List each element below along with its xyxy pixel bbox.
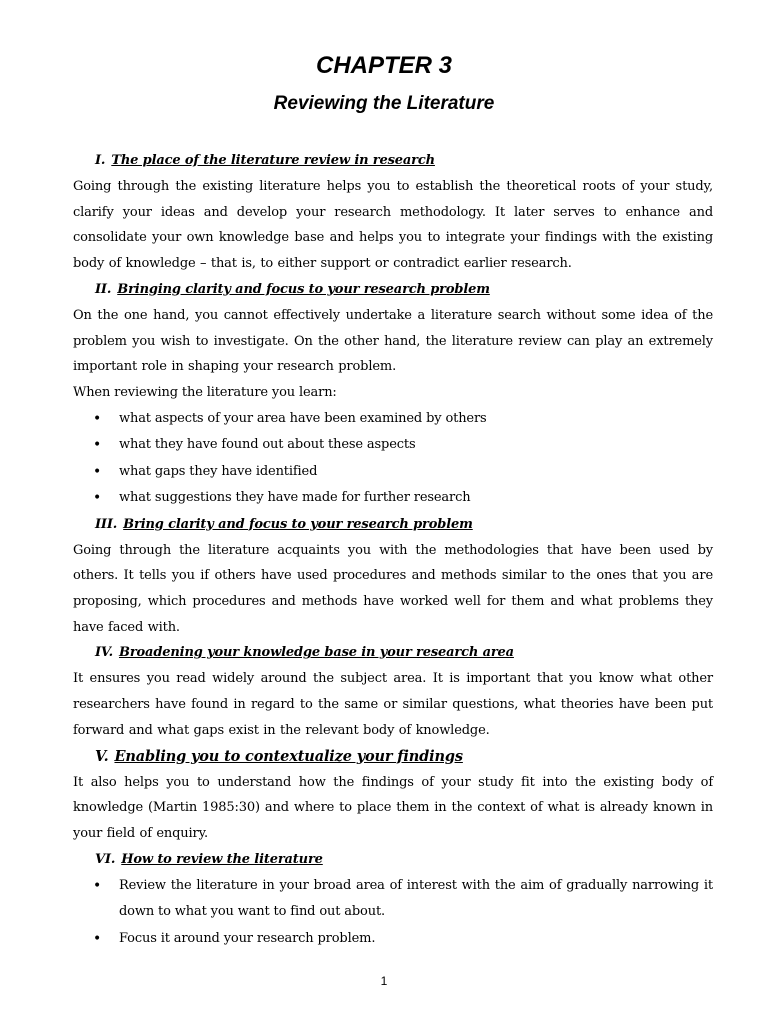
- list-item: [73, 406, 713, 433]
- list-item-text: what aspects of your area have been examined by others: [119, 410, 487, 426]
- section-title: Enabling you to contextualize your findings: [114, 747, 463, 765]
- section-heading-5: [95, 744, 713, 770]
- section-title: The place of the literature review in research: [111, 153, 435, 168]
- bullet-icon: •: [93, 437, 102, 454]
- section-title: Bringing clarity and focus to your research problem: [117, 281, 490, 297]
- bullet-list: [73, 406, 713, 512]
- section-paragraph: It also helps you to understand how the findings of your study fit into the existing body of knowledge (Martin 1985:30) and where to place them in the context of what is already known in your field of enquiry.: [73, 774, 713, 841]
- bullet-icon: •: [93, 410, 102, 427]
- section-number: II.: [95, 281, 112, 297]
- section-paragraph: It ensures you read widely around the subject area. It is important that you know what other researchers have found in regard to the same or similar questions, what theories have been put forward and what gaps exist in the relevant body of knowledge.: [73, 671, 713, 738]
- bullet-icon: •: [93, 490, 102, 507]
- section-paragraph: On the one hand, you cannot effectively undertake a literature search without some idea of the problem you wish to investigate. On the other hand, the literature review can play an extremely important role in shaping your research problem.: [73, 307, 713, 375]
- section-heading-6: [95, 847, 713, 873]
- section-title: Bring clarity and focus to your research problem: [123, 516, 473, 532]
- section-heading-3: [95, 512, 713, 538]
- list-item: [73, 432, 713, 459]
- list-item-text: what suggestions they have made for further research: [119, 490, 471, 506]
- document-body: [73, 148, 713, 952]
- section-number: IV.: [95, 645, 113, 661]
- list-item: [73, 485, 713, 512]
- list-item-text: what gaps they have identified: [119, 463, 318, 479]
- chapter-subtitle: Reviewing the Literature: [273, 93, 495, 114]
- list-item: [73, 459, 713, 486]
- list-item: [73, 873, 713, 926]
- bullet-icon: •: [93, 930, 102, 947]
- section-paragraph: Going through the existing literature helps you to establish the theoretical roots of your study, clarify your ideas and develop your research methodology. It later serves to enhance and consolidate your own knowledge base and helps you to integrate your findings with the existing body of knowledge – that is, to either support or contradict earlier research.: [73, 179, 713, 272]
- list-item: [73, 926, 713, 953]
- section-number: I.: [95, 153, 106, 168]
- section-number: VI.: [95, 851, 116, 867]
- lead-in-text: When reviewing the literature you learn:: [73, 384, 337, 400]
- section-heading-4: [95, 640, 713, 666]
- section-number: III.: [95, 516, 118, 532]
- page-number: 1: [380, 974, 388, 988]
- section-paragraph: Going through the literature acquaints you with the methodologies that have been used by others. It tells you if others have used procedures and methods similar to the ones that you are proposing, which procedures and methods have worked well for them and what problems they have faced with.: [73, 542, 713, 635]
- chapter-title: CHAPTER 3: [315, 52, 453, 79]
- bullet-icon: •: [93, 463, 102, 480]
- list-item-text: Focus it around your research problem.: [119, 930, 376, 946]
- list-item-text: what they have found out about these aspects: [119, 437, 416, 453]
- section-title: How to review the literature: [121, 851, 323, 867]
- bullet-list: [73, 873, 713, 953]
- list-item-text: Review the literature in your broad area of interest with the aim of gradually narrowing it down to what you want to find out about.: [119, 877, 713, 920]
- section-number: V.: [95, 747, 109, 765]
- bullet-icon: •: [93, 877, 102, 894]
- section-heading-1: [95, 148, 713, 174]
- section-heading-2: [95, 277, 713, 303]
- section-title: Broadening your knowledge base in your research area: [118, 645, 514, 661]
